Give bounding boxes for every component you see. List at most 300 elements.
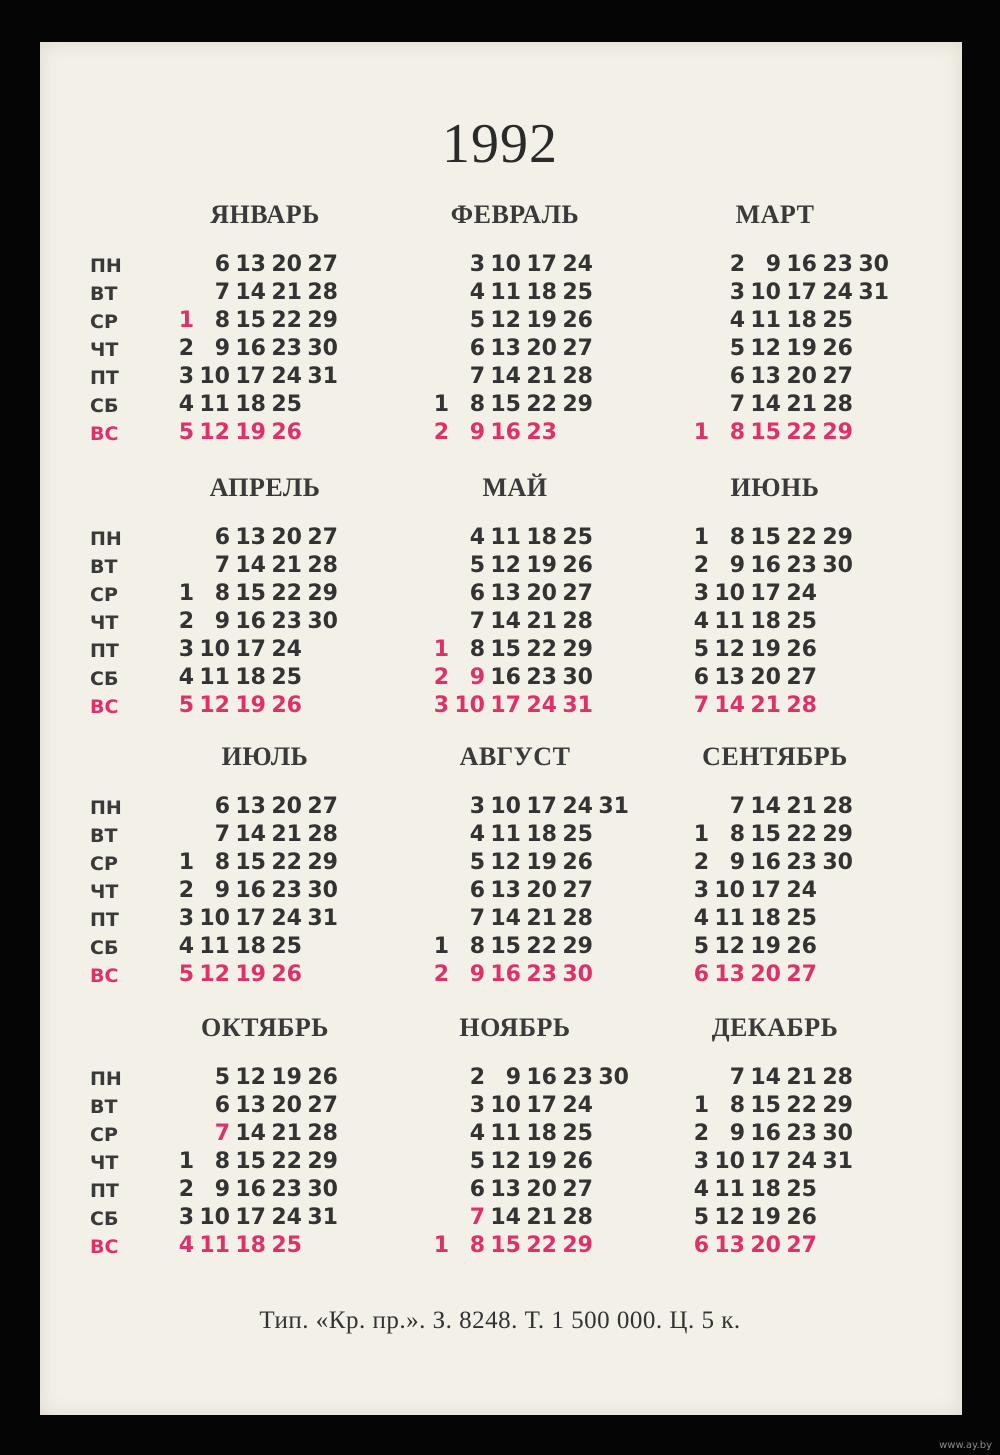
day-8: 8 [729,420,745,445]
day-5: 5 [178,962,194,987]
weekday-label: ПН [90,797,122,819]
day-11: 11 [490,1121,521,1146]
day-5: 5 [729,336,745,361]
day-7: 7 [729,1065,745,1090]
day-14: 14 [490,364,521,389]
weekday-label: ВТ [90,556,118,578]
day-15: 15 [750,420,781,445]
day-26: 26 [271,693,302,718]
day-23: 23 [526,962,557,987]
day-26: 26 [562,850,593,875]
day-2: 2 [469,1065,485,1090]
day-2: 2 [433,420,449,445]
day-25: 25 [562,822,593,847]
day-21: 21 [786,1065,817,1090]
day-11: 11 [199,392,230,417]
day-12: 12 [235,1065,266,1090]
day-21: 21 [271,822,302,847]
day-8: 8 [214,308,230,333]
day-22: 22 [526,637,557,662]
day-30: 30 [307,336,338,361]
day-27: 27 [562,878,593,903]
day-12: 12 [750,336,781,361]
weekday-label: СР [90,584,118,606]
day-1: 1 [693,420,709,445]
day-23: 23 [822,252,853,277]
day-24: 24 [786,1149,817,1174]
day-1: 1 [433,1233,449,1258]
day-16: 16 [526,1065,557,1090]
day-10: 10 [490,1093,521,1118]
day-25: 25 [562,280,593,305]
day-20: 20 [271,1093,302,1118]
day-14: 14 [490,609,521,634]
day-30: 30 [562,962,593,987]
day-18: 18 [750,609,781,634]
day-29: 29 [822,525,853,550]
day-5: 5 [693,1205,709,1230]
day-9: 9 [729,1121,745,1146]
day-3: 3 [693,1149,709,1174]
day-12: 12 [490,850,521,875]
day-23: 23 [786,1121,817,1146]
day-24: 24 [271,364,302,389]
day-18: 18 [235,392,266,417]
day-7: 7 [693,693,709,718]
weekday-label: ВС [90,696,119,718]
day-19: 19 [526,850,557,875]
day-22: 22 [526,1233,557,1258]
day-10: 10 [199,637,230,662]
day-5: 5 [469,553,485,578]
day-15: 15 [235,581,266,606]
day-31: 31 [307,906,338,931]
day-9: 9 [729,553,745,578]
day-17: 17 [235,1205,266,1230]
day-26: 26 [307,1065,338,1090]
day-24: 24 [271,1205,302,1230]
day-11: 11 [199,665,230,690]
day-18: 18 [750,906,781,931]
day-18: 18 [786,308,817,333]
day-2: 2 [693,553,709,578]
day-30: 30 [598,1065,629,1090]
day-23: 23 [526,665,557,690]
day-20: 20 [271,525,302,550]
day-7: 7 [469,364,485,389]
day-6: 6 [469,1177,485,1202]
day-21: 21 [526,1205,557,1230]
day-14: 14 [750,1065,781,1090]
day-2: 2 [178,609,194,634]
day-13: 13 [490,336,521,361]
day-29: 29 [562,392,593,417]
day-29: 29 [562,1233,593,1258]
day-21: 21 [750,693,781,718]
day-28: 28 [307,822,338,847]
day-15: 15 [750,1093,781,1118]
day-6: 6 [729,364,745,389]
day-21: 21 [271,280,302,305]
day-10: 10 [199,906,230,931]
day-9: 9 [214,878,230,903]
day-13: 13 [235,1093,266,1118]
day-26: 26 [271,962,302,987]
day-25: 25 [271,1233,302,1258]
day-3: 3 [469,1093,485,1118]
day-2: 2 [729,252,745,277]
day-13: 13 [490,1177,521,1202]
day-28: 28 [822,392,853,417]
day-21: 21 [786,392,817,417]
day-14: 14 [750,794,781,819]
day-2: 2 [178,1177,194,1202]
day-13: 13 [714,1233,745,1258]
day-14: 14 [714,693,745,718]
day-14: 14 [235,1121,266,1146]
weekday-label: ПТ [90,367,119,389]
weekday-label: ВС [90,423,119,445]
day-11: 11 [714,906,745,931]
day-13: 13 [490,581,521,606]
month-name: МАРТ [735,200,815,229]
day-8: 8 [214,1149,230,1174]
day-4: 4 [178,392,194,417]
day-16: 16 [235,609,266,634]
day-11: 11 [199,1233,230,1258]
day-10: 10 [714,581,745,606]
day-8: 8 [214,581,230,606]
day-8: 8 [469,392,485,417]
day-29: 29 [562,637,593,662]
day-20: 20 [786,364,817,389]
day-3: 3 [433,693,449,718]
day-20: 20 [750,1233,781,1258]
day-18: 18 [526,1121,557,1146]
day-18: 18 [235,665,266,690]
day-12: 12 [714,637,745,662]
day-16: 16 [750,1121,781,1146]
day-17: 17 [235,364,266,389]
day-21: 21 [271,553,302,578]
day-1: 1 [178,1149,194,1174]
day-27: 27 [307,525,338,550]
day-15: 15 [235,850,266,875]
day-9: 9 [469,665,485,690]
day-1: 1 [693,822,709,847]
day-2: 2 [433,665,449,690]
day-28: 28 [562,609,593,634]
day-16: 16 [490,420,521,445]
day-4: 4 [178,1233,194,1258]
day-13: 13 [714,665,745,690]
day-20: 20 [526,581,557,606]
weekday-label: ЧТ [90,1152,119,1174]
day-24: 24 [562,794,593,819]
day-26: 26 [786,1205,817,1230]
day-3: 3 [469,252,485,277]
day-9: 9 [765,252,781,277]
month-name: НОЯБРЬ [459,1013,571,1042]
day-10: 10 [490,794,521,819]
day-10: 10 [750,280,781,305]
day-1: 1 [433,392,449,417]
day-26: 26 [562,553,593,578]
day-6: 6 [214,525,230,550]
weekday-label: СР [90,853,118,875]
day-25: 25 [562,525,593,550]
day-6: 6 [693,1233,709,1258]
day-10: 10 [490,252,521,277]
day-7: 7 [214,280,230,305]
day-16: 16 [490,962,521,987]
day-30: 30 [307,878,338,903]
month-name: МАЙ [482,473,548,502]
day-3: 3 [178,637,194,662]
day-1: 1 [693,525,709,550]
day-31: 31 [822,1149,853,1174]
weekday-label: ВТ [90,1096,118,1118]
day-24: 24 [822,280,853,305]
day-22: 22 [271,308,302,333]
day-18: 18 [750,1177,781,1202]
day-28: 28 [562,364,593,389]
day-25: 25 [786,609,817,634]
day-27: 27 [562,1177,593,1202]
day-27: 27 [786,665,817,690]
day-6: 6 [469,878,485,903]
day-12: 12 [199,420,230,445]
day-10: 10 [714,878,745,903]
day-22: 22 [271,581,302,606]
day-23: 23 [271,878,302,903]
day-5: 5 [693,637,709,662]
day-3: 3 [729,280,745,305]
day-12: 12 [490,1149,521,1174]
day-27: 27 [307,1093,338,1118]
day-3: 3 [178,906,194,931]
day-28: 28 [307,553,338,578]
day-16: 16 [235,1177,266,1202]
day-18: 18 [235,1233,266,1258]
day-31: 31 [858,280,889,305]
day-17: 17 [750,878,781,903]
day-5: 5 [178,420,194,445]
day-2: 2 [693,850,709,875]
day-1: 1 [433,637,449,662]
day-17: 17 [786,280,817,305]
day-27: 27 [562,581,593,606]
day-22: 22 [786,1093,817,1118]
weekday-label: СБ [90,937,119,959]
day-9: 9 [214,336,230,361]
day-22: 22 [271,850,302,875]
day-17: 17 [526,252,557,277]
day-6: 6 [693,962,709,987]
day-11: 11 [490,280,521,305]
day-7: 7 [729,794,745,819]
day-31: 31 [562,693,593,718]
day-2: 2 [433,962,449,987]
day-9: 9 [729,850,745,875]
day-23: 23 [271,336,302,361]
day-29: 29 [822,822,853,847]
day-8: 8 [729,1093,745,1118]
weekday-label: ПН [90,255,122,277]
day-19: 19 [750,1205,781,1230]
day-9: 9 [214,1177,230,1202]
day-4: 4 [693,906,709,931]
day-29: 29 [307,1149,338,1174]
day-23: 23 [562,1065,593,1090]
day-30: 30 [562,665,593,690]
day-6: 6 [214,794,230,819]
weekday-label: ВС [90,1236,119,1258]
day-15: 15 [750,525,781,550]
day-21: 21 [526,906,557,931]
day-11: 11 [750,308,781,333]
day-4: 4 [693,609,709,634]
day-22: 22 [526,934,557,959]
day-15: 15 [490,934,521,959]
day-6: 6 [214,252,230,277]
day-6: 6 [469,581,485,606]
day-4: 4 [693,1177,709,1202]
day-21: 21 [786,794,817,819]
day-4: 4 [469,525,485,550]
day-13: 13 [490,878,521,903]
weekday-label: ЧТ [90,881,119,903]
day-1: 1 [178,581,194,606]
day-6: 6 [693,665,709,690]
day-26: 26 [822,336,853,361]
day-17: 17 [526,1093,557,1118]
day-28: 28 [822,794,853,819]
day-5: 5 [469,1149,485,1174]
day-5: 5 [469,308,485,333]
day-7: 7 [214,822,230,847]
day-26: 26 [562,1149,593,1174]
day-18: 18 [526,525,557,550]
day-19: 19 [526,308,557,333]
day-23: 23 [526,420,557,445]
day-18: 18 [526,280,557,305]
day-21: 21 [526,364,557,389]
day-6: 6 [214,1093,230,1118]
day-22: 22 [786,420,817,445]
weekday-label: ЧТ [90,612,119,634]
day-4: 4 [178,934,194,959]
weekday-label: СБ [90,668,119,690]
day-2: 2 [178,336,194,361]
month-name: АПРЕЛЬ [209,473,321,502]
day-22: 22 [271,1149,302,1174]
day-7: 7 [469,906,485,931]
day-8: 8 [729,822,745,847]
weekday-label: ВТ [90,825,118,847]
day-24: 24 [562,1093,593,1118]
day-14: 14 [490,1205,521,1230]
day-5: 5 [214,1065,230,1090]
day-1: 1 [178,850,194,875]
day-15: 15 [490,392,521,417]
day-26: 26 [786,934,817,959]
day-3: 3 [693,878,709,903]
day-25: 25 [786,906,817,931]
day-30: 30 [822,850,853,875]
day-31: 31 [307,364,338,389]
day-21: 21 [271,1121,302,1146]
day-10: 10 [199,364,230,389]
weekday-label: ПТ [90,1180,119,1202]
day-16: 16 [750,553,781,578]
day-24: 24 [786,581,817,606]
day-26: 26 [271,420,302,445]
day-7: 7 [214,1121,230,1146]
day-25: 25 [271,392,302,417]
day-31: 31 [598,794,629,819]
day-29: 29 [562,934,593,959]
day-11: 11 [714,609,745,634]
day-6: 6 [469,336,485,361]
day-31: 31 [307,1205,338,1230]
day-11: 11 [490,822,521,847]
day-9: 9 [214,609,230,634]
day-14: 14 [235,822,266,847]
day-17: 17 [490,693,521,718]
day-2: 2 [178,878,194,903]
weekday-label: ПТ [90,909,119,931]
day-18: 18 [526,822,557,847]
day-20: 20 [271,794,302,819]
day-22: 22 [786,525,817,550]
weekday-label: ПН [90,1068,122,1090]
day-22: 22 [786,822,817,847]
day-14: 14 [750,392,781,417]
day-11: 11 [714,1177,745,1202]
day-29: 29 [822,1093,853,1118]
day-20: 20 [526,878,557,903]
day-17: 17 [526,794,557,819]
day-23: 23 [786,553,817,578]
weekday-label: СБ [90,1208,119,1230]
month-name: ЯНВАРЬ [210,200,320,229]
day-23: 23 [271,1177,302,1202]
day-19: 19 [271,1065,302,1090]
day-13: 13 [714,962,745,987]
day-28: 28 [822,1065,853,1090]
month-name: СЕНТЯБРЬ [702,742,848,771]
day-1: 1 [178,308,194,333]
day-12: 12 [490,308,521,333]
day-27: 27 [822,364,853,389]
day-13: 13 [235,794,266,819]
day-23: 23 [271,609,302,634]
day-26: 26 [786,637,817,662]
day-19: 19 [526,1149,557,1174]
day-17: 17 [235,906,266,931]
day-15: 15 [235,308,266,333]
day-29: 29 [307,308,338,333]
day-12: 12 [490,553,521,578]
day-7: 7 [729,392,745,417]
day-10: 10 [714,1149,745,1174]
day-7: 7 [469,1205,485,1230]
day-19: 19 [235,693,266,718]
day-15: 15 [235,1149,266,1174]
day-27: 27 [786,1233,817,1258]
day-5: 5 [469,850,485,875]
